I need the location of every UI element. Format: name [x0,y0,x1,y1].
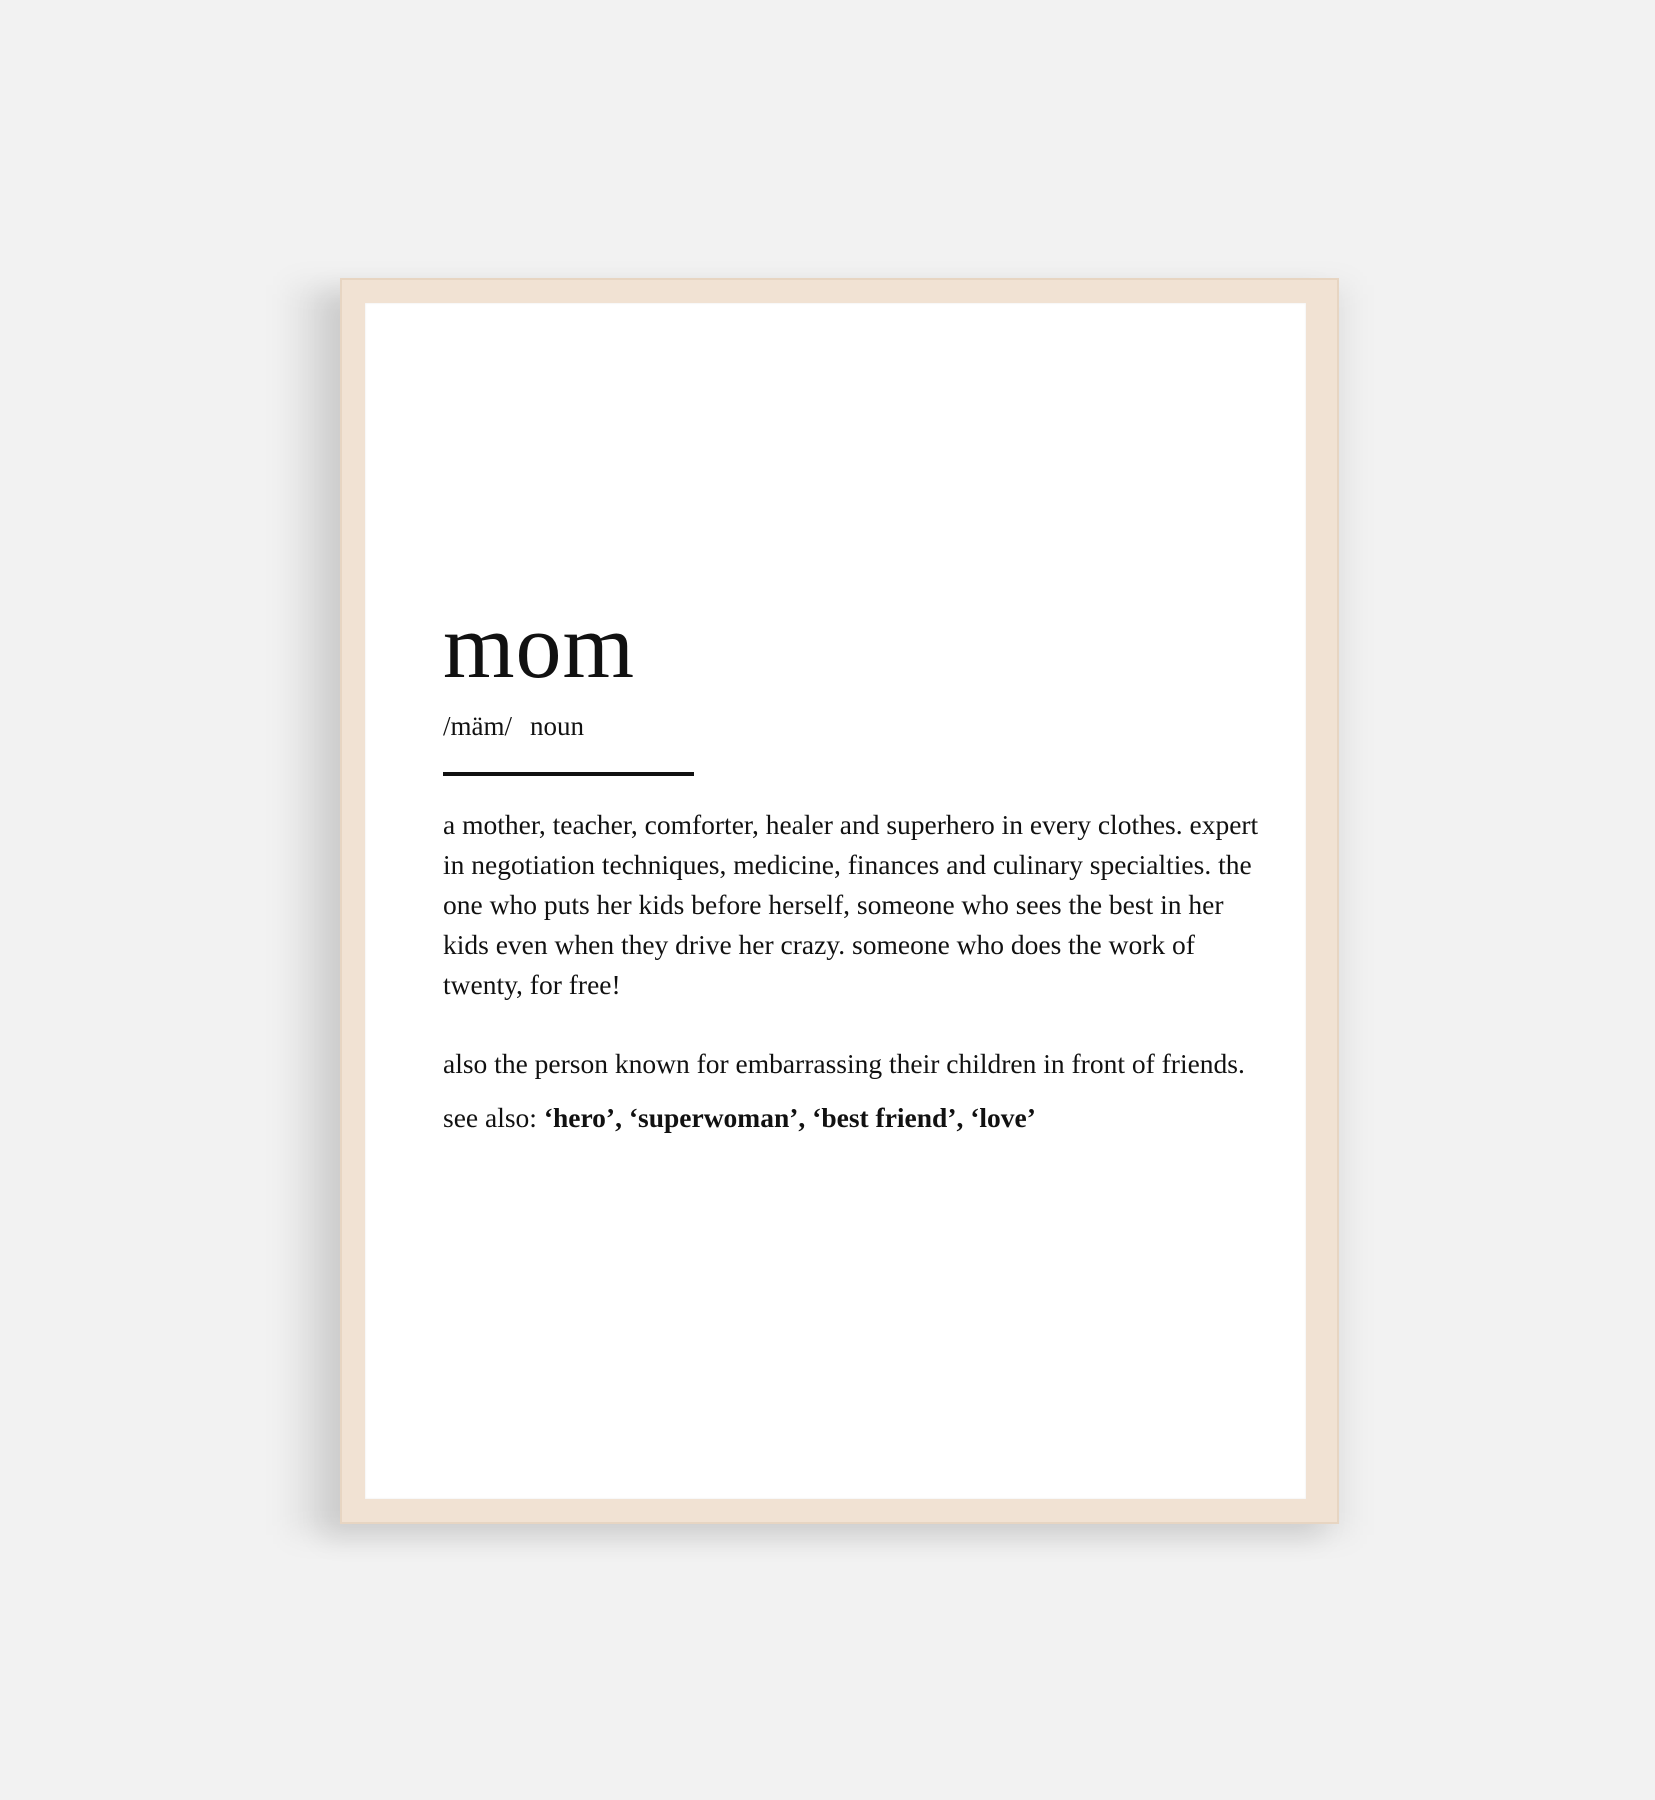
pronunciation: /mäm/ [443,711,512,741]
definition-content [443,595,1263,1138]
see-also-terms: ‘hero’, ‘superwoman’, ‘best friend’, ‘love’ [543,1101,1036,1133]
word-title: mom [443,595,636,697]
see-also-line [443,1098,1263,1138]
see-also-label: see also: [443,1101,537,1133]
wooden-frame [340,278,1339,1524]
pronunciation-row [443,712,1263,742]
divider-rule [443,772,694,776]
poster-print [365,303,1306,1499]
definition-text: a mother, teacher, comforter, healer and superhero in every clothes. expert in negotiation techniques, medicine, finances and culinary specialties. the one who puts her kids before herself, someone who sees the best in her kids even when they drive her crazy. someone who does the work of twenty, for free! [443,808,1259,1000]
also-text: also the person known for embarrassing their children in front of friends. [443,1047,1245,1079]
part-of-speech: noun [530,711,584,741]
